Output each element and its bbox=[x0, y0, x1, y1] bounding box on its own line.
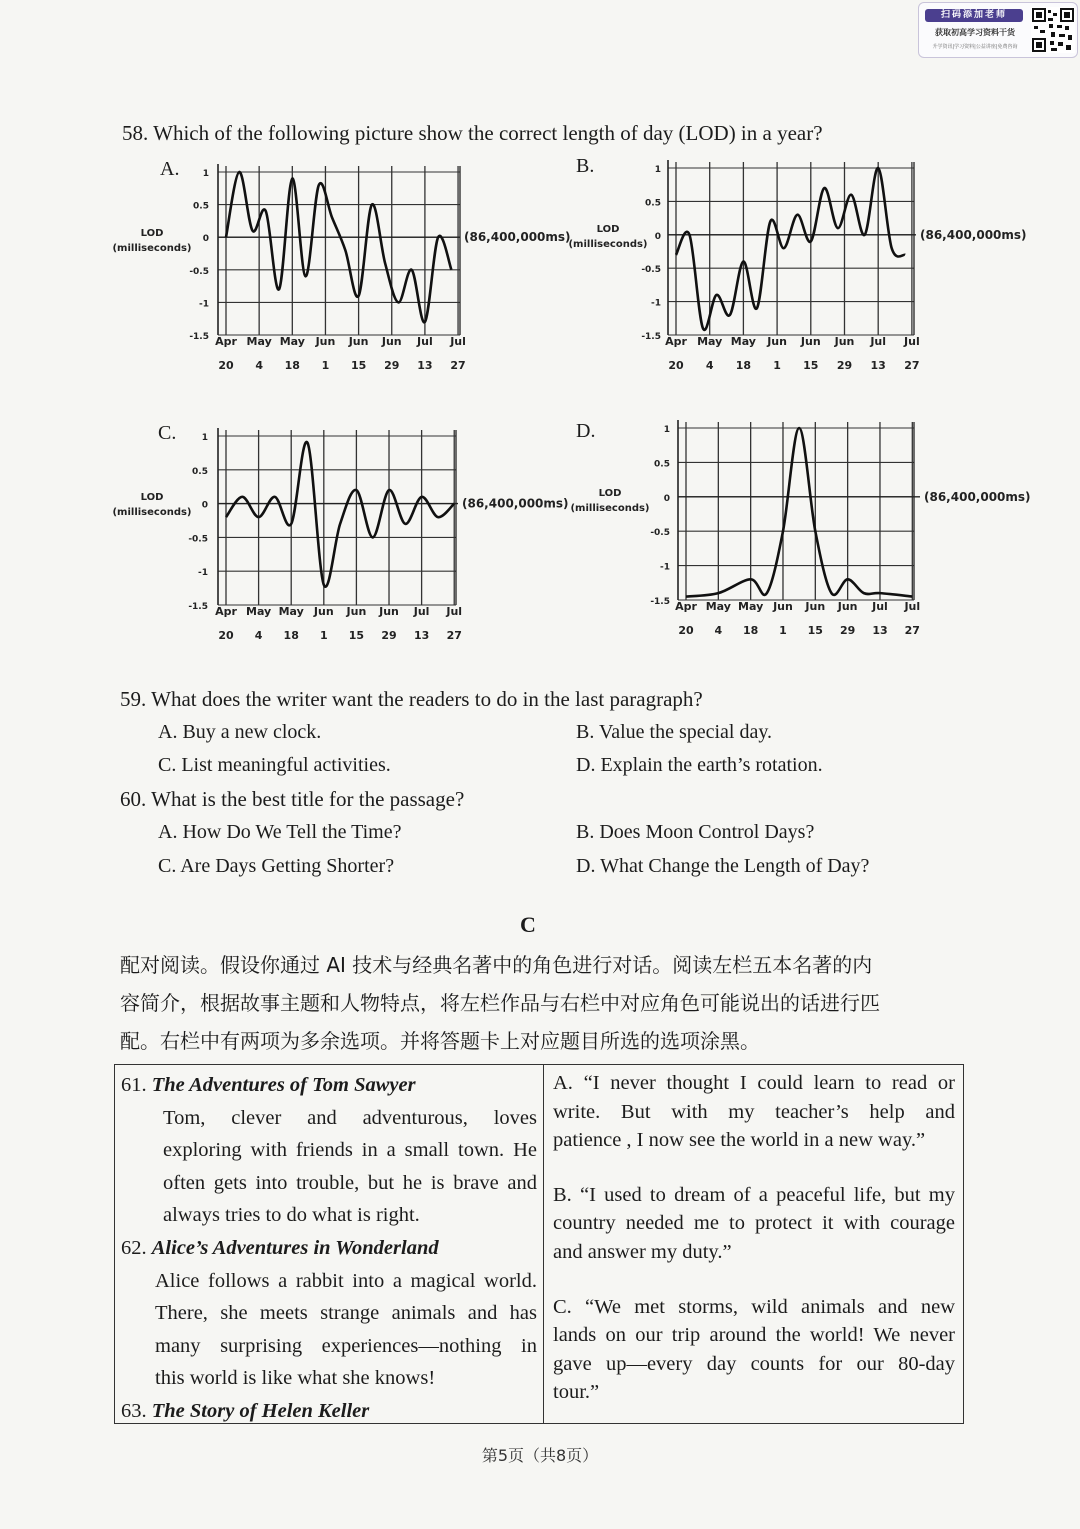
y-tick-label: 0 bbox=[202, 234, 209, 245]
x-tick-day: 15 bbox=[348, 629, 365, 642]
y-tick-label: 0 bbox=[663, 493, 670, 504]
x-tick-month: Jun bbox=[381, 335, 402, 348]
x-tick-month: May bbox=[246, 335, 272, 348]
x-tick-month: Jun bbox=[800, 335, 821, 348]
q60-option-b[interactable]: B. Does Moon Control Days? bbox=[576, 821, 815, 843]
x-tick-day: 27 bbox=[450, 359, 466, 372]
x-tick-day: 20 bbox=[218, 359, 234, 372]
y-axis-title: LOD bbox=[140, 492, 164, 503]
x-tick-day: 29 bbox=[381, 629, 397, 642]
quote-line: C. “We met storms, wild animals and new bbox=[553, 1295, 955, 1318]
y-tick-label: -1.5 bbox=[188, 602, 208, 612]
chart-a-letter: A. bbox=[160, 158, 180, 180]
y-tick-label: 1 bbox=[201, 433, 208, 443]
lod-series-line bbox=[686, 428, 912, 597]
x-tick-month: Apr bbox=[665, 335, 687, 348]
y-tick-label: -1.5 bbox=[650, 597, 670, 607]
q58-title: 58. Which of the following picture show the correct length of day (LOD) in a year? bbox=[122, 121, 823, 145]
chart-b-letter: B. bbox=[576, 155, 595, 177]
quote-line: patience , I now see the world in a new way.” bbox=[553, 1129, 926, 1152]
x-tick-month: Jun bbox=[348, 335, 369, 348]
q60-option-a[interactable]: A. How Do We Tell the Time? bbox=[158, 821, 402, 843]
x-tick-month: Apr bbox=[215, 605, 237, 618]
section-heading: C bbox=[520, 912, 536, 937]
y-tick-label: 0 bbox=[201, 500, 208, 511]
book-title: The Adventures of Tom Sawyer bbox=[151, 1074, 416, 1096]
question-number: 62. bbox=[121, 1236, 147, 1259]
summary-line: There, she meets strange animals and has bbox=[155, 1302, 537, 1325]
x-tick-month: May bbox=[730, 335, 756, 348]
quote-option-a[interactable] bbox=[553, 1069, 955, 1155]
x-tick-month: Jul bbox=[904, 335, 920, 348]
x-tick-day: 15 bbox=[350, 359, 367, 372]
q60-title: 60. What is the best title for the passage? bbox=[120, 787, 465, 811]
book-list bbox=[121, 1069, 537, 1428]
summary-line: Alice follows a rabbit into a magical world. bbox=[155, 1269, 537, 1292]
x-tick-month: Jun bbox=[805, 600, 826, 613]
lod-series-line bbox=[676, 168, 905, 330]
question-number: 63. bbox=[121, 1399, 147, 1422]
quote-option-c[interactable] bbox=[553, 1293, 955, 1407]
x-tick-day: 1 bbox=[319, 629, 328, 642]
x-tick-month: Jul bbox=[870, 335, 887, 348]
x-tick-month: Jul bbox=[450, 335, 466, 348]
y-tick-label: 0.5 bbox=[654, 459, 670, 470]
x-tick-day: 15 bbox=[803, 359, 819, 372]
x-tick-day: 4 bbox=[714, 624, 723, 637]
quote-options bbox=[553, 1069, 955, 1407]
summary-line: Tom, clever and adventurous, loves bbox=[163, 1106, 537, 1129]
y-tick-label: -0.5 bbox=[650, 528, 670, 539]
x-tick-month: May bbox=[705, 600, 731, 613]
x-tick-day: 27 bbox=[446, 629, 462, 642]
y-tick-label: -1.5 bbox=[641, 332, 661, 342]
quote-option-b[interactable] bbox=[553, 1181, 955, 1267]
quote-line: B. “I used to dream of a peaceful life, but my bbox=[553, 1183, 955, 1206]
x-tick-day: 27 bbox=[904, 359, 920, 372]
x-tick-month: Apr bbox=[215, 335, 237, 348]
x-tick-month: May bbox=[279, 335, 305, 348]
book-62-title bbox=[121, 1232, 537, 1265]
x-tick-day: 29 bbox=[839, 624, 856, 637]
y-axis-title: LOD bbox=[596, 224, 620, 235]
x-tick-day: 20 bbox=[218, 629, 234, 642]
x-tick-day: 18 bbox=[743, 624, 759, 637]
reference-label: (86,400,000ms) bbox=[462, 496, 569, 511]
lod-charts bbox=[0, 0, 1080, 680]
q59-title: 59. What does the writer want the readers to do in the last paragraph? bbox=[120, 687, 703, 711]
lod-series-line bbox=[226, 442, 454, 587]
book-61-summary bbox=[121, 1102, 537, 1232]
summary-line: this world is like what she knows! bbox=[155, 1367, 436, 1390]
x-tick-month: Jul bbox=[417, 335, 433, 348]
x-tick-day: 18 bbox=[735, 359, 752, 372]
x-tick-month: Jun bbox=[773, 600, 793, 613]
y-tick-label: 1 bbox=[202, 169, 209, 179]
x-tick-day: 4 bbox=[254, 629, 263, 642]
page-footer: 第5页（共8页） bbox=[481, 1446, 599, 1465]
badge-tagline: 升学资讯|学习资料|公益讲座|免费咨询 bbox=[932, 44, 1018, 50]
x-tick-day: 15 bbox=[807, 624, 823, 637]
book-61-title bbox=[121, 1069, 537, 1102]
x-tick-day: 29 bbox=[836, 359, 853, 372]
x-tick-month: Jul bbox=[904, 600, 921, 613]
matching-table bbox=[114, 1064, 964, 1424]
x-tick-month: Apr bbox=[675, 600, 697, 613]
y-tick-label: 1 bbox=[663, 425, 670, 435]
x-tick-month: Jun bbox=[313, 605, 334, 618]
badge-subtitle: 获取初高学习资料干货 bbox=[935, 28, 1015, 37]
x-tick-month: Jul bbox=[413, 605, 430, 618]
question-number: 61. bbox=[121, 1074, 147, 1096]
y-axis-title: (milliseconds) bbox=[570, 503, 650, 514]
reference-label: (86,400,000ms) bbox=[464, 230, 571, 245]
reference-label: (86,400,000ms) bbox=[920, 227, 1027, 242]
x-tick-day: 13 bbox=[417, 359, 433, 372]
y-tick-label: 0.5 bbox=[193, 201, 209, 212]
x-tick-day: 1 bbox=[773, 359, 781, 372]
x-tick-day: 4 bbox=[705, 359, 714, 372]
x-tick-month: Jul bbox=[446, 605, 463, 618]
quote-line: write. But with my teacher’s help and bbox=[553, 1100, 955, 1123]
x-tick-month: Jun bbox=[837, 600, 858, 613]
y-tick-label: -1.5 bbox=[189, 332, 209, 342]
x-tick-month: May bbox=[278, 605, 304, 618]
x-tick-day: 27 bbox=[904, 624, 920, 637]
x-tick-month: Jun bbox=[346, 605, 367, 618]
y-axis-title: LOD bbox=[598, 488, 622, 499]
x-tick-month: Jul bbox=[872, 600, 888, 613]
q59-option-c[interactable]: C. List meaningful activities. bbox=[158, 754, 391, 776]
y-tick-label: -1 bbox=[199, 299, 209, 310]
x-tick-month: May bbox=[697, 335, 723, 348]
quote-line: tour.” bbox=[553, 1381, 600, 1404]
x-tick-day: 13 bbox=[872, 624, 888, 637]
book-title: Alice’s Adventures in Wonderland bbox=[151, 1236, 439, 1259]
y-tick-label: -0.5 bbox=[188, 534, 208, 545]
book-63-title bbox=[121, 1395, 537, 1428]
quote-line: lands on our trip around the world! We never bbox=[553, 1324, 955, 1347]
x-tick-day: 13 bbox=[870, 359, 886, 372]
x-tick-day: 4 bbox=[255, 359, 263, 372]
badge-title: 扫码添加老师 bbox=[925, 9, 1023, 22]
reference-label: (86,400,000ms) bbox=[924, 489, 1031, 504]
x-tick-month: Jun bbox=[834, 335, 855, 348]
lod-series-line bbox=[226, 172, 451, 322]
quote-line: and answer my duty.” bbox=[553, 1240, 732, 1263]
y-tick-label: -1 bbox=[198, 568, 208, 579]
y-axis-title: (milliseconds) bbox=[112, 507, 192, 518]
summary-line: exploring with friends in a small town. He bbox=[163, 1139, 537, 1162]
chart-c-letter: C. bbox=[158, 422, 177, 444]
x-tick-day: 18 bbox=[283, 629, 299, 642]
x-tick-day: 18 bbox=[284, 359, 300, 372]
q59-option-a[interactable]: A. Buy a new clock. bbox=[158, 721, 322, 743]
x-tick-month: Jun bbox=[315, 335, 336, 348]
q60-option-c[interactable]: C. Are Days Getting Shorter? bbox=[158, 855, 395, 877]
instruction-line: 容简介，根据故事主题和人物特点，将左栏作品与右栏中对应角色可能说出的话进行匹 bbox=[120, 991, 880, 1015]
x-tick-month: May bbox=[246, 605, 272, 618]
y-tick-label: 0.5 bbox=[645, 198, 661, 209]
y-axis-title: (milliseconds) bbox=[112, 243, 192, 254]
y-tick-label: 0.5 bbox=[192, 466, 208, 477]
q60-option-d[interactable]: D. What Change the Length of Day? bbox=[576, 855, 870, 877]
x-tick-month: May bbox=[738, 600, 764, 613]
table-divider bbox=[543, 1065, 544, 1423]
y-axis-title: LOD bbox=[140, 228, 164, 239]
y-tick-label: 0 bbox=[654, 231, 661, 242]
x-tick-day: 29 bbox=[384, 359, 400, 372]
book-title: The Story of Helen Keller bbox=[151, 1399, 370, 1422]
y-tick-label: -1 bbox=[651, 298, 661, 309]
summary-line: always tries to do what is right. bbox=[163, 1204, 420, 1227]
y-tick-label: -0.5 bbox=[641, 265, 661, 276]
x-tick-day: 20 bbox=[668, 359, 684, 372]
summary-line: many surprising experiences—nothing in bbox=[155, 1334, 537, 1357]
y-tick-label: -1 bbox=[660, 562, 670, 573]
y-axis-title: (milliseconds) bbox=[568, 239, 648, 250]
x-tick-day: 20 bbox=[678, 624, 694, 637]
instruction-line: 配对阅读。假设你通过 AI 技术与经典名著中的角色进行对话。阅读左栏五本名著的内 bbox=[120, 953, 873, 977]
x-tick-day: 1 bbox=[321, 359, 330, 372]
x-tick-day: 13 bbox=[413, 629, 430, 642]
y-tick-label: 1 bbox=[654, 165, 661, 175]
x-tick-month: Jun bbox=[767, 335, 787, 348]
q59-option-b[interactable]: B. Value the special day. bbox=[576, 721, 773, 743]
quote-line: gave up—every day counts for our 80-day bbox=[553, 1352, 955, 1375]
x-tick-day: 1 bbox=[779, 624, 787, 637]
chart-d-letter: D. bbox=[576, 420, 596, 442]
instruction-line: 配。右栏中有两项为多余选项。并将答题卡上对应题目所选的选项涂黑。 bbox=[120, 1029, 760, 1053]
quote-line: A. “I never thought I could learn to read or bbox=[553, 1072, 955, 1094]
y-tick-label: -0.5 bbox=[189, 266, 209, 277]
quote-line: country needed me to protect it with courage bbox=[553, 1212, 955, 1235]
summary-line: often gets into trouble, but he is brave and bbox=[163, 1171, 537, 1194]
x-tick-month: Jun bbox=[379, 605, 399, 618]
q59-option-d[interactable]: D. Explain the earth’s rotation. bbox=[576, 754, 823, 776]
book-62-summary bbox=[121, 1265, 537, 1395]
